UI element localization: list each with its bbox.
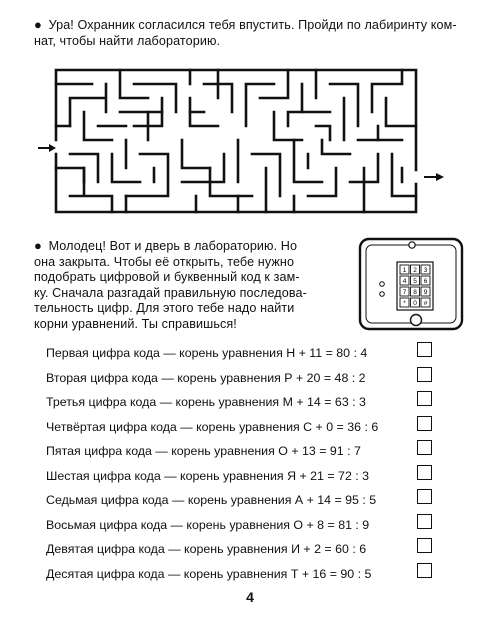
page-number: 4 bbox=[246, 589, 254, 605]
task-text: Четвёртая цифра кода — корень уравнения С + 0 = 36 : 6 bbox=[46, 419, 379, 434]
bullet-icon: ● bbox=[34, 238, 42, 253]
keypad-key-label: 1 bbox=[402, 267, 407, 274]
lock-knob-icon bbox=[411, 315, 422, 326]
lock-led-icon bbox=[380, 282, 385, 287]
intro-line-1: Ура! Охранник согласился тебя впустить. Пройди по лабиринту ком- bbox=[48, 18, 457, 32]
lock-line-4: ку. Сначала разгадай правильную последова- bbox=[34, 285, 307, 300]
maze-inner-walls bbox=[56, 70, 416, 212]
answer-box[interactable] bbox=[417, 367, 432, 382]
task-item bbox=[46, 365, 446, 390]
task-text: Восьмая цифра кода — корень уравнения О + 8 = 81 : 9 bbox=[46, 517, 370, 532]
answer-box[interactable] bbox=[417, 342, 432, 357]
task-text: Третья цифра кода — корень уравнения М + 14 = 63 : 3 bbox=[46, 395, 366, 409]
answer-box[interactable] bbox=[417, 465, 432, 480]
answer-box[interactable] bbox=[417, 563, 432, 578]
task-text: Первая цифра кода — корень уравнения Н + 11 = 80 : 4 bbox=[46, 346, 368, 360]
task-text: Пятая цифра кода — корень уравнения О + 13 = 91 : 7 bbox=[46, 444, 361, 458]
maze-exit-arrow-icon bbox=[424, 172, 446, 182]
keypad-key-label: 6 bbox=[423, 278, 428, 285]
keypad-key-label: 8 bbox=[413, 289, 417, 296]
keypad-key-label: 5 bbox=[413, 278, 417, 285]
lock-line-3: подобрать цифровой и буквенный код к зам- bbox=[34, 270, 300, 284]
task-text: Вторая цифра кода — корень уравнения Р + 20 = 48 : 2 bbox=[46, 370, 366, 385]
keypad-key-label: 4 bbox=[402, 278, 407, 285]
answer-box[interactable] bbox=[417, 489, 432, 504]
lock-line-2: она закрыта. Чтобы её открыть, тебе нужно bbox=[34, 254, 295, 269]
task-item bbox=[46, 340, 446, 365]
answer-box[interactable] bbox=[417, 514, 432, 529]
maze bbox=[52, 66, 420, 216]
lock-line-5: тельность цифр. Для этого тебе надо найти bbox=[34, 301, 295, 315]
keypad-key-label: 7 bbox=[402, 289, 407, 296]
task-item bbox=[46, 487, 446, 512]
lock-paragraph bbox=[34, 238, 334, 332]
task-item bbox=[46, 463, 446, 488]
door-lock-illustration bbox=[358, 236, 466, 332]
lock-top-screw-icon bbox=[409, 242, 415, 248]
task-text: Десятая цифра кода — корень уравнения Т + 16 = 90 : 5 bbox=[46, 566, 372, 581]
intro-line-2: нат, чтобы найти лабораторию. bbox=[34, 33, 221, 48]
answer-box[interactable] bbox=[417, 391, 432, 406]
maze-entrance-arrow-icon bbox=[38, 143, 58, 153]
task-item bbox=[46, 389, 446, 414]
lock-line-1: Молодец! Вот и дверь в лабораторию. Но bbox=[48, 239, 298, 253]
keypad-key-label: 9 bbox=[423, 289, 428, 296]
task-item bbox=[46, 438, 446, 463]
keypad-key-label: * bbox=[403, 300, 406, 307]
keypad-key-label: 2 bbox=[413, 267, 417, 274]
task-text: Седьмая цифра кода — корень уравнения А + 14 = 95 : 5 bbox=[46, 493, 377, 507]
keypad-key-label: # bbox=[423, 300, 428, 307]
answer-box[interactable] bbox=[417, 416, 432, 431]
lock-led-icon bbox=[380, 292, 385, 297]
keypad-key-label: 0 bbox=[413, 300, 417, 307]
task-item bbox=[46, 561, 446, 586]
answer-box[interactable] bbox=[417, 538, 432, 553]
task-item bbox=[46, 512, 446, 537]
bullet-icon: ● bbox=[34, 17, 42, 32]
task-list bbox=[46, 340, 446, 585]
lock-line-6: корни уравнений. Ты справишься! bbox=[34, 316, 237, 331]
task-text: Шестая цифра кода — корень уравнения Я + 21 = 72 : 3 bbox=[46, 468, 370, 483]
task-text: Девятая цифра кода — корень уравнения И + 2 = 60 : 6 bbox=[46, 542, 367, 556]
intro-paragraph bbox=[34, 17, 474, 49]
task-item bbox=[46, 414, 446, 439]
keypad-key-label: 3 bbox=[423, 267, 428, 274]
task-item bbox=[46, 536, 446, 561]
answer-box[interactable] bbox=[417, 440, 432, 455]
